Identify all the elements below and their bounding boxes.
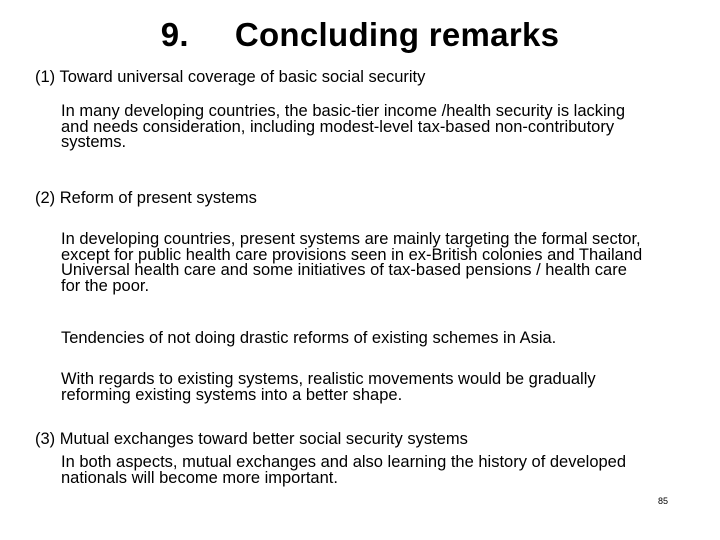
paragraph-line: for the poor. xyxy=(61,276,150,295)
paragraph-line: reforming existing systems into a better shape. xyxy=(61,385,403,404)
paragraph-line: With regards to existing systems, realistic movements would be gradually xyxy=(61,370,596,388)
paragraph-line: In both aspects, mutual exchanges and also learning the history of developed xyxy=(61,453,627,471)
title-text: Concluding remarks xyxy=(234,16,560,53)
paragraph-line: In many developing countries, the basic-tier income /health security is lacking xyxy=(61,102,626,120)
page-number: 85 xyxy=(658,496,669,506)
paragraph-line: nationals will become more important. xyxy=(61,468,338,487)
section-1-paragraph xyxy=(61,104,625,151)
section-1-heading: (1) Toward universal coverage of basic social security xyxy=(35,68,426,86)
section-3-heading: (3) Mutual exchanges toward better social security systems xyxy=(35,430,468,448)
paragraph-line: and needs consideration, including modest-level tax-based non-contributory xyxy=(61,117,615,136)
title-number: 9. xyxy=(160,16,189,53)
section-2-heading: (2) Reform of present systems xyxy=(35,189,257,207)
paragraph-line: Universal health care and some initiatives of tax-based pensions / health care xyxy=(61,261,627,279)
paragraph-line: except for public health care provisions seen in ex-British colonies and Thailand xyxy=(61,245,643,264)
paragraph-line: Tendencies of not doing drastic reforms of existing schemes in Asia. xyxy=(61,329,557,347)
paragraph-line: systems. xyxy=(61,133,127,151)
section-2-paragraph-2 xyxy=(61,331,556,347)
paragraph-line: In developing countries, present systems are mainly targeting the formal sector, xyxy=(61,230,641,248)
section-2-paragraph-3 xyxy=(61,372,596,403)
slide-title xyxy=(0,16,720,54)
section-3-paragraph xyxy=(61,455,626,486)
section-2-paragraph-1 xyxy=(61,232,642,294)
